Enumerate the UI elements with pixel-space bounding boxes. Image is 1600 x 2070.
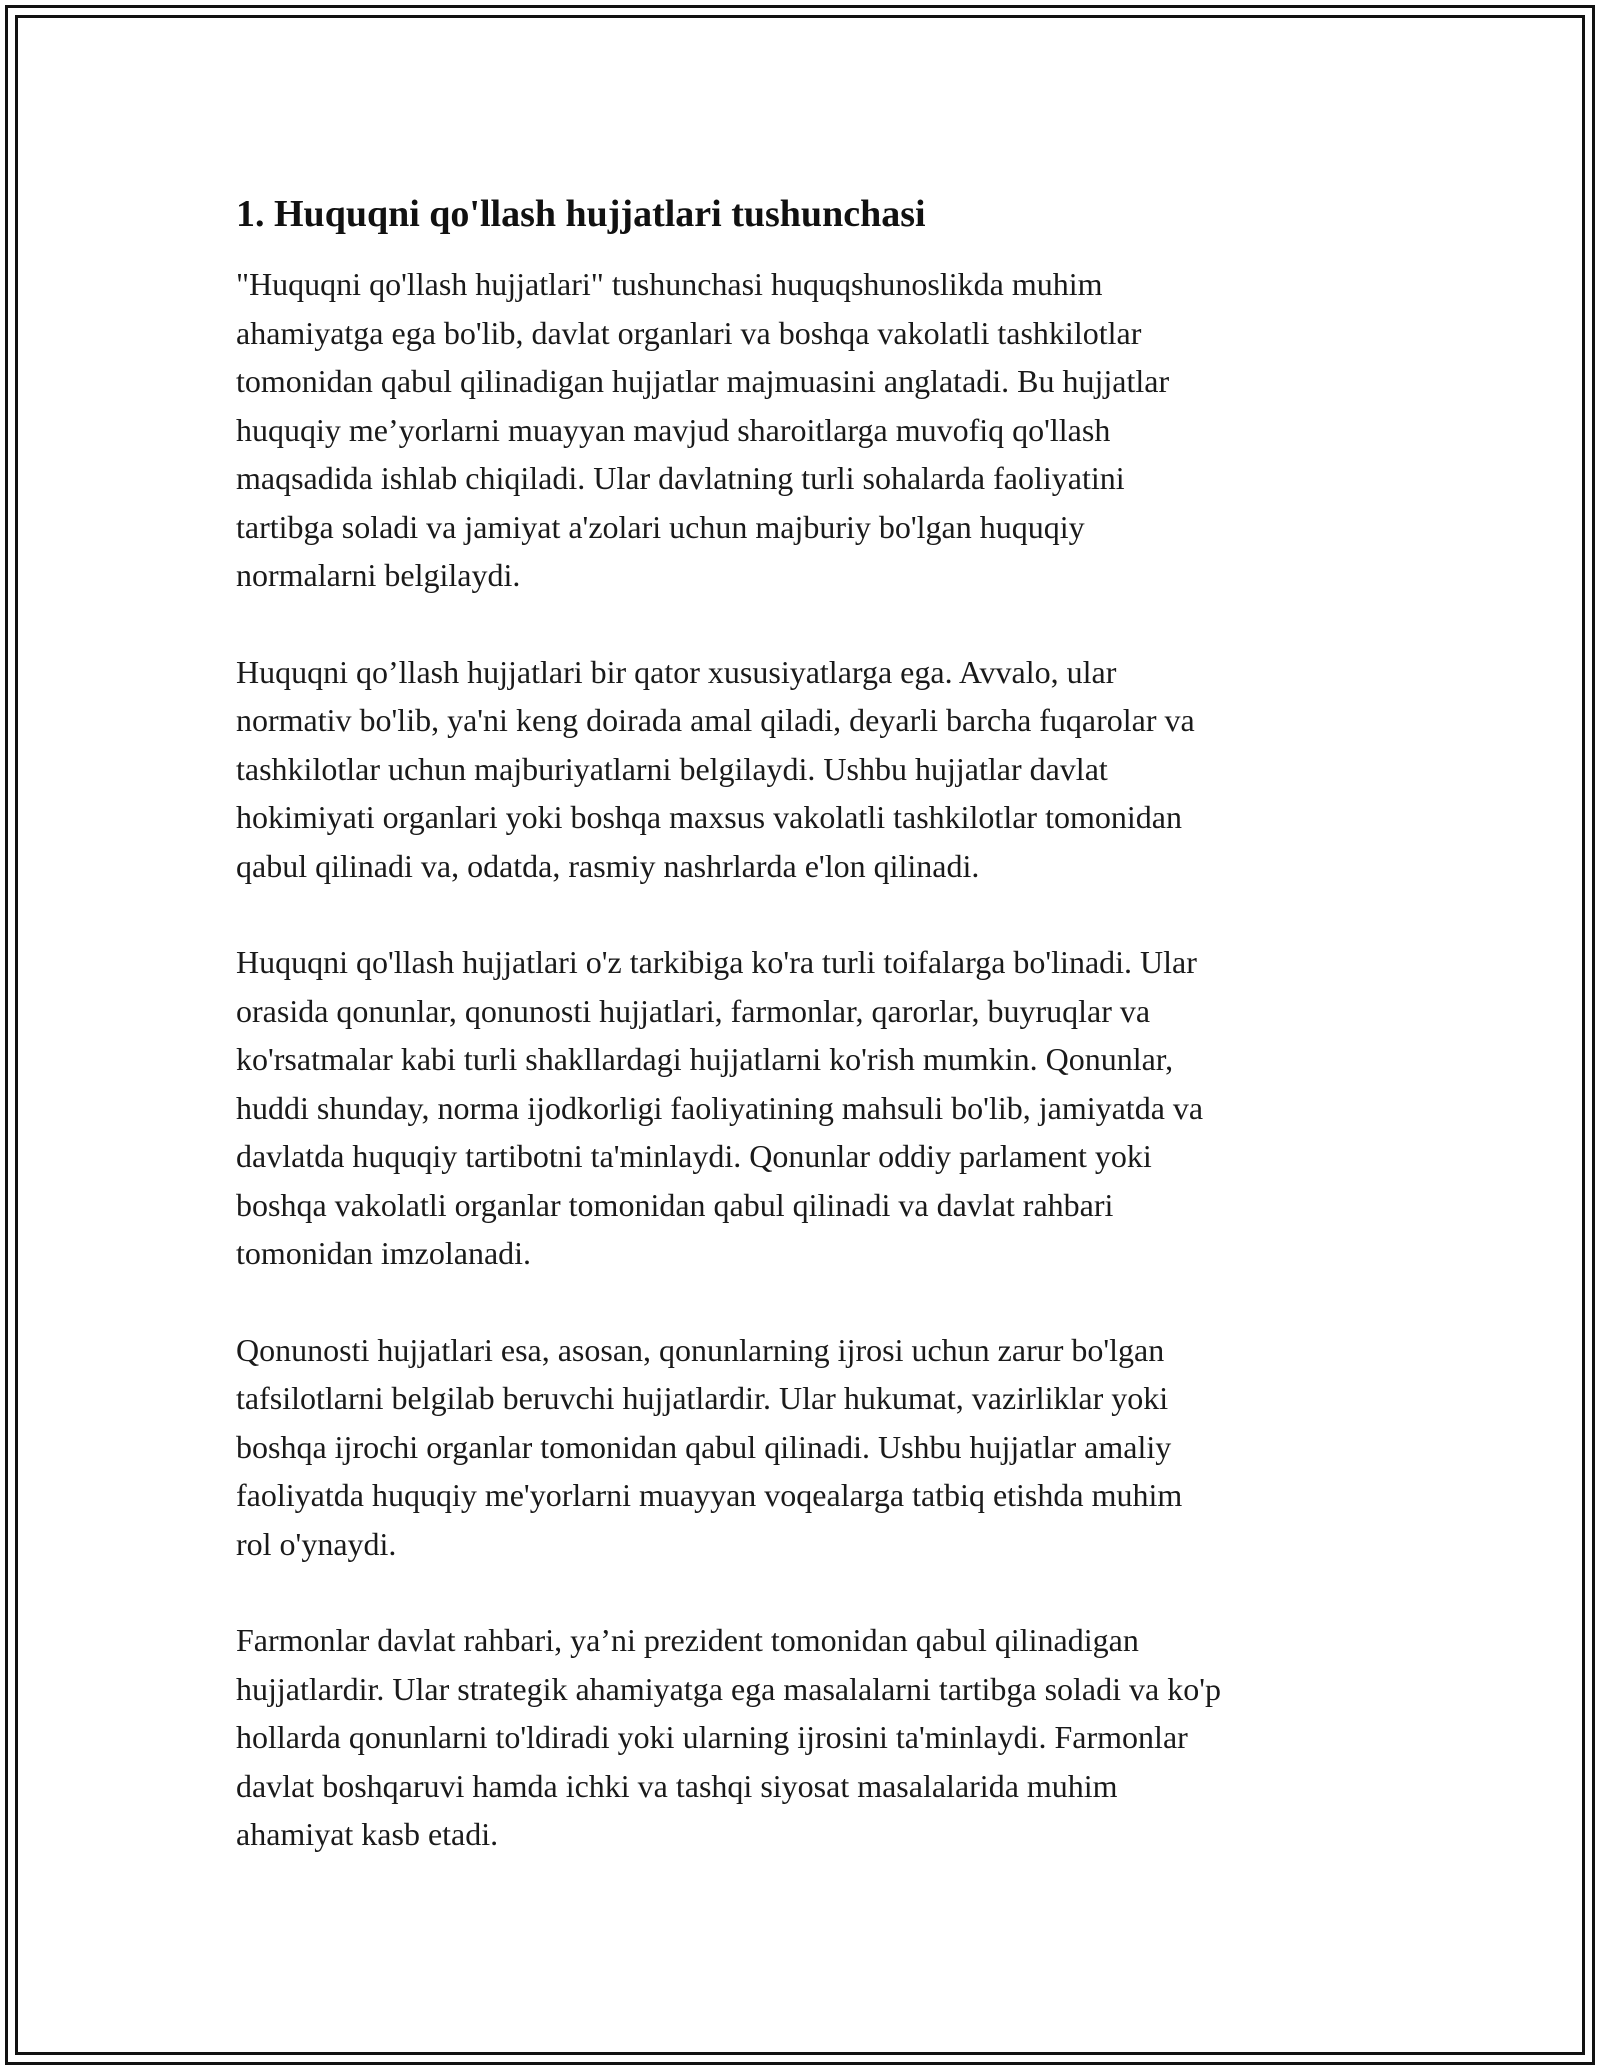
paragraph-line: orasida qonunlar, qonunosti hujjatlari, farmonlar, qarorlar, buyruqlar va [236,992,1151,1029]
paragraph-1 [236,260,1386,600]
paragraph-line: boshqa vakolatli organlar tomonidan qabul qilinadi va davlat rahbari [236,1186,1114,1223]
paragraph-line: ahamiyat kasb etadi. [236,1816,499,1852]
paragraph-list [236,260,1386,1859]
document-body [236,186,1386,1907]
section-heading: 1. Huquqni qo'llash hujjatlari tushunchasi [236,193,926,235]
paragraph-5 [236,1616,1386,1859]
paragraph-line: hollarda qonunlarni to'ldiradi yoki ularning ijrosini ta'minlaydi. Farmonlar [236,1719,1188,1755]
paragraph-4 [236,1326,1386,1569]
paragraph-line: tashkilotlar uchun majburiyatlarni belgilaydi. Ushbu hujjatlar davlat [236,750,1108,787]
paragraph-line: davlat boshqaruvi hamda ichki va tashqi siyosat masalalarida muhim [236,1767,1118,1804]
paragraph-line: maqsadida ishlab chiqiladi. Ular davlatning turli sohalarda faoliyatini [236,460,1125,496]
paragraph-line: huquqiy me’yorlarni muayyan mavjud sharoitlarga muvofiq qo'llash [236,411,1111,448]
paragraph-line: ko'rsatmalar kabi turli shakllardagi hujjatlarni ko'rish mumkin. Qonunlar, [236,1041,1174,1077]
paragraph-line: hokimiyati organlari yoki boshqa maxsus vakolatli tashkilotlar tomonidan [236,799,1182,835]
paragraph-line: faoliyatda huquqiy me'yorlarni muayyan voqealarga tatbiq etishda muhim [236,1477,1183,1513]
paragraph-line: hujjatlardir. Ular strategik ahamiyatga ega masalalarni tartibga soladi va ko'p [236,1670,1221,1707]
paragraph-line: davlatda huquqiy tartibotni ta'minlaydi. Qonunlar oddiy parlament yoki [236,1138,1152,1174]
paragraph-2 [236,648,1386,891]
paragraph-line: Huquqni qo'llash hujjatlari o'z tarkibiga ko'ra turli toifalarga bo'linadi. Ular [236,944,1197,980]
paragraph-line: qabul qilinadi va, odatda, rasmiy nashrlarda e'lon qilinadi. [236,847,980,884]
paragraph-line: huddi shunday, norma ijodkorligi faoliyatining mahsuli bo'lib, jamiyatda va [236,1089,1204,1126]
paragraph-line: Huquqni qo’llash hujjatlari bir qator xususiyatlarga ega. Avvalo, ular [236,653,1117,690]
paragraph-line: normativ bo'lib, ya'ni keng doirada amal qiladi, deyarli barcha fuqarolar va [236,702,1195,738]
paragraph-line: normalarni belgilaydi. [236,557,521,593]
paragraph-line: tomonidan imzolanadi. [236,1235,532,1271]
paragraph-line: rol o'ynaydi. [236,1525,397,1562]
paragraph-line: tartibga soladi va jamiyat a'zolari uchun majburiy bo'lgan huquqiy [236,508,1085,545]
paragraph-line: ahamiyatga ega bo'lib, davlat organlari va boshqa vakolatli tashkilotlar [236,314,1142,351]
paragraph-3 [236,938,1386,1278]
paragraph-line: boshqa ijrochi organlar tomonidan qabul qilinadi. Ushbu hujjatlar amaliy [236,1428,1172,1465]
paragraph-line: Qonunosti hujjatlari esa, asosan, qonunlarning ijrosi uchun zarur bo'lgan [236,1331,1165,1368]
paragraph-line: "Huquqni qo'llash hujjatlari" tushunchasi huquqshunoslikda muhim [236,266,1103,302]
paragraph-line: tafsilotlarni belgilab beruvchi hujjatlardir. Ular hukumat, vazirliklar yoki [236,1380,1169,1416]
paragraph-line: Farmonlar davlat rahbari, ya’ni prezident tomonidan qabul qilinadigan [236,1622,1139,1658]
paragraph-line: tomonidan qabul qilinadigan hujjatlar majmuasini anglatadi. Bu hujjatlar [236,363,1170,399]
